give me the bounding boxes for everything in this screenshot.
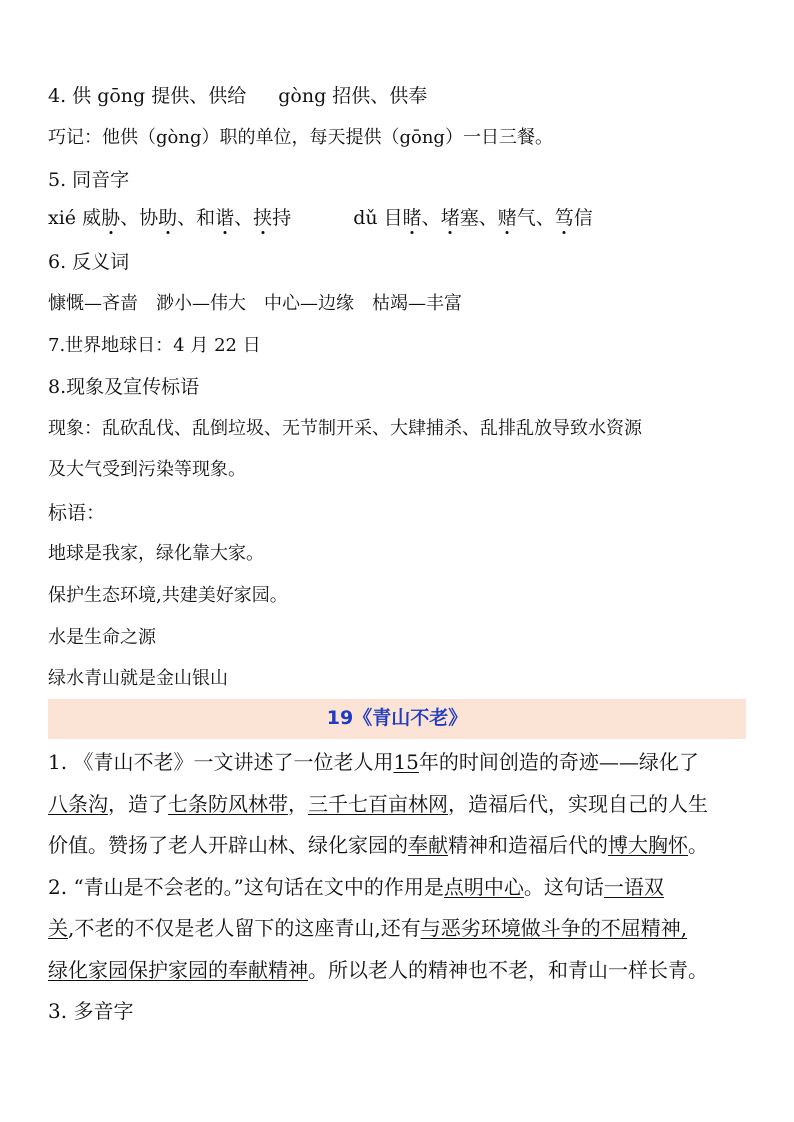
lesson-19-header bbox=[48, 699, 746, 739]
answer-underline: 七条防风林带 bbox=[168, 792, 288, 816]
emphasis-char: 胁 bbox=[101, 207, 121, 229]
answer-underline: 一语双 bbox=[603, 875, 664, 899]
para1-line-1: 1. 《青山不老》一文讲述了一位老人用15年的时间创造的奇迹——绿化了 bbox=[48, 750, 699, 774]
para1-line-2: 八条沟，造了七条防风林带，三千七百亩林网，造福后代，实现自己的人生 bbox=[48, 792, 708, 816]
slogan-4: 绿水青山就是金山银山 bbox=[48, 668, 228, 689]
antonym-heading: 6. 反义词 bbox=[48, 251, 130, 273]
emphasis-char: 谐 bbox=[215, 207, 235, 229]
para1-line-3: 价值。赞扬了老人开辟山林、绿化家园的奉献精神和造福后代的博大胸怀。 bbox=[48, 833, 708, 857]
answer-underline: 与恶劣环境做斗争的不屈精神, bbox=[420, 916, 688, 940]
answer-underline: 点明中心 bbox=[443, 875, 524, 899]
answer-underline: 绿化家园保护家园的奉献精神 bbox=[48, 958, 308, 982]
lesson-19-title: 19《青山不老》 bbox=[326, 707, 468, 729]
answer-underline: 三千七百亩林网 bbox=[308, 792, 448, 816]
antonym-pairs-line bbox=[48, 293, 748, 315]
emphasis-char: 睹 bbox=[402, 207, 422, 229]
polyphone-heading: 3. 多音字 bbox=[48, 999, 134, 1023]
emphasis-char: 赌 bbox=[497, 207, 517, 229]
emphasis-char: 堵 bbox=[440, 207, 460, 229]
homophone-heading: 5. 同音字 bbox=[48, 169, 130, 191]
emphasis-char: 挟 bbox=[253, 207, 273, 229]
phenomena-text-1: 现象：乱砍乱伐、乱倒垃圾、无节制开采、大肆捕杀、乱排乱放导致水资源 bbox=[48, 418, 642, 439]
polyphone-gong-line bbox=[48, 85, 748, 108]
para2-line-3: 绿化家园保护家园的奉献精神。所以老人的精神也不老，和青山一样长青。 bbox=[48, 958, 708, 982]
slogan-heading: 标语： bbox=[48, 502, 106, 524]
slogan-1: 地球是我家，绿化靠大家。 bbox=[48, 543, 264, 564]
para2-line-2: 关,不老的不仅是老人留下的这座青山,还有与恶劣环境做斗争的不屈精神, bbox=[48, 916, 688, 940]
homophone-words-line: xié 威胁、协助、和谐、挟持 dǔ 目睹、堵塞、赌气、笃信 bbox=[48, 207, 593, 229]
phenomena-heading: 8.现象及宣传标语 bbox=[48, 376, 200, 398]
antonym-pair: 渺小—伟大 bbox=[156, 293, 246, 314]
emphasis-char: 笃 bbox=[554, 207, 574, 229]
antonym-pair: 枯竭—丰富 bbox=[372, 293, 462, 314]
emphasis-char: 助 bbox=[158, 207, 178, 229]
answer-underline: 博大胸怀 bbox=[608, 833, 688, 857]
antonym-pair: 中心—边缘 bbox=[264, 293, 354, 314]
earth-day-line: 7.世界地球日：4 月 22 日 bbox=[48, 335, 261, 356]
answer-underline: 奉献 bbox=[408, 833, 448, 857]
polyphone-gong-first: 4. 供 gōng 提供、供给 bbox=[48, 85, 247, 107]
slogan-2: 保护生态环境,共建美好家园。 bbox=[48, 585, 288, 606]
mnemonic-line: 巧记：他供（gòng）职的单位，每天提供（gōng）一日三餐。 bbox=[48, 127, 553, 148]
para2-line-1: 2. “青山是不会老的。”这句话在文中的作用是点明中心。这句话一语双 bbox=[48, 875, 664, 899]
answer-underline: 关 bbox=[48, 916, 68, 940]
phenomena-text-2: 及大气受到污染等现象。 bbox=[48, 459, 246, 480]
answer-underline: 八条沟 bbox=[48, 792, 108, 816]
answer-underline: 15 bbox=[393, 750, 419, 774]
polyphone-gong-second: gòng 招供、供奉 bbox=[278, 85, 428, 107]
slogan-3: 水是生命之源 bbox=[48, 627, 156, 648]
antonym-pair: 慷慨—吝啬 bbox=[48, 293, 138, 314]
